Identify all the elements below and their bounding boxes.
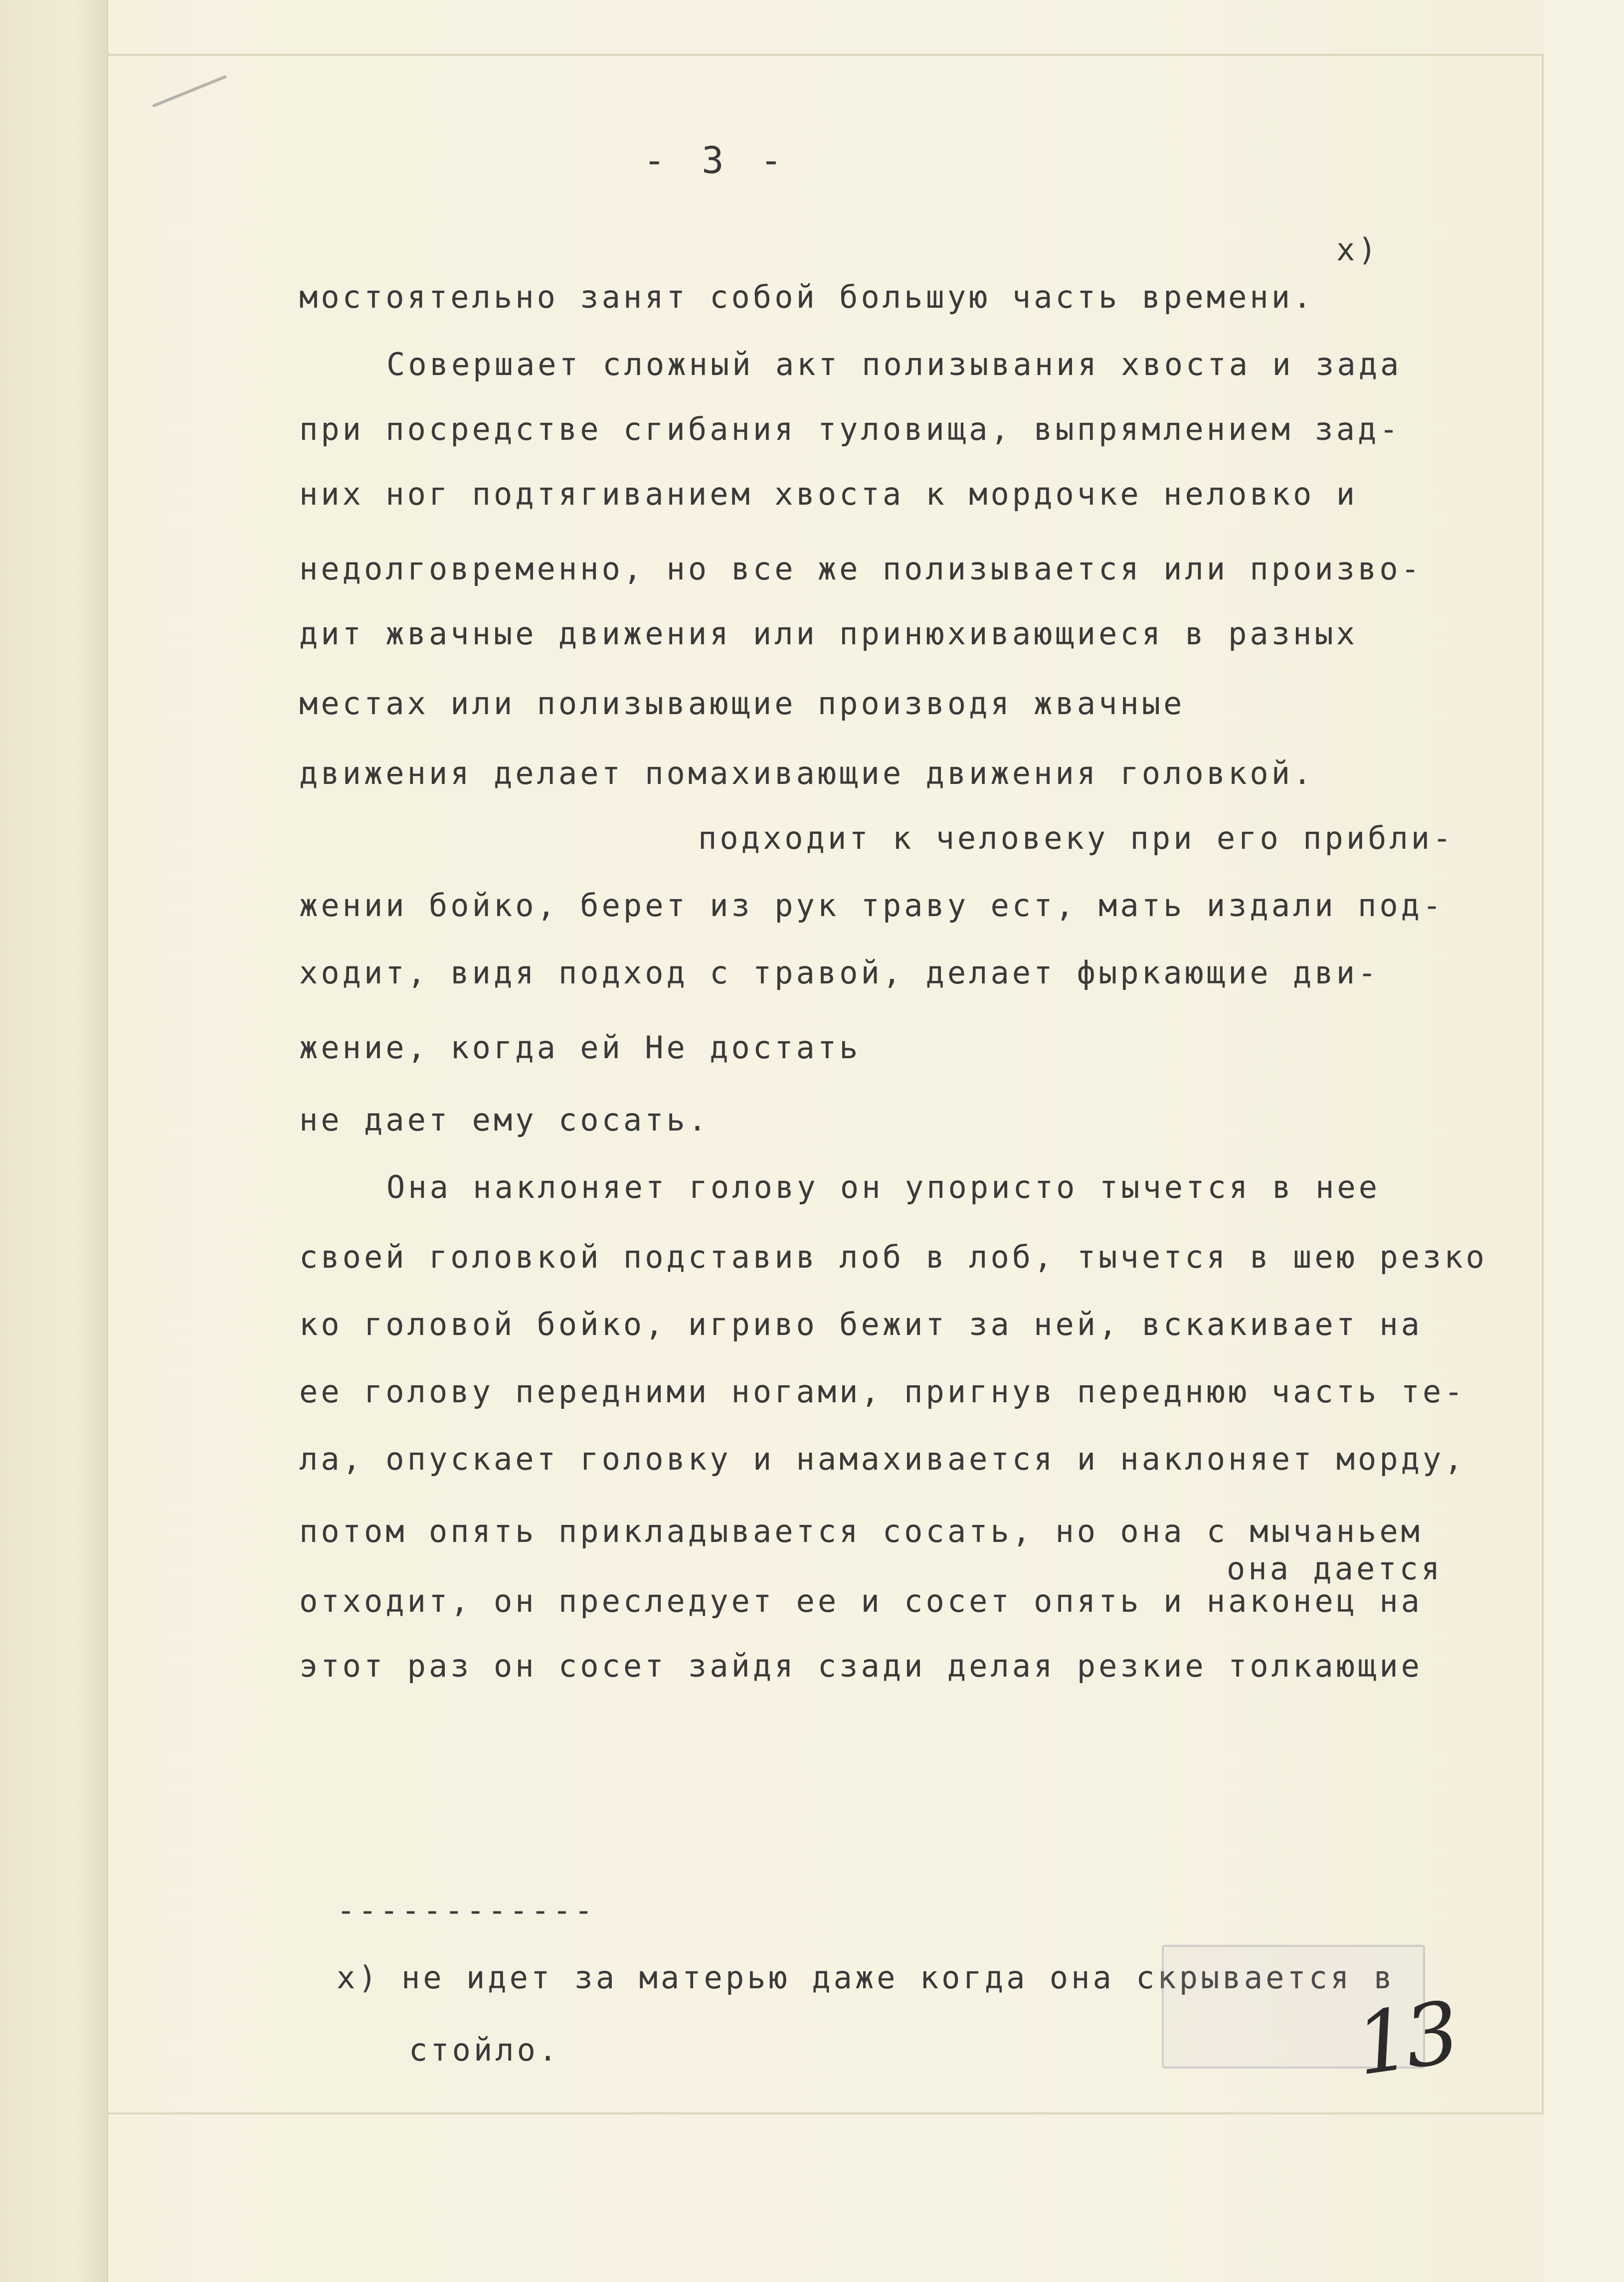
text-line: мостоятельно занят собой большую часть времени. — [299, 279, 1315, 315]
text-line: этот раз он сосет зайдя сзади делая резкие толкающие — [299, 1648, 1423, 1684]
previous-page-fold — [0, 0, 108, 2282]
text-line: при посредстве сгибания туловища, выпрямлением зад- — [299, 411, 1401, 447]
sheet-edge-right — [1542, 54, 1544, 2113]
sheet-edge-bottom — [107, 2112, 1543, 2114]
text-line: Она наклоняет голову он упористо тычется в нее — [386, 1169, 1381, 1205]
text-line: жение, когда ей Не достать — [299, 1029, 861, 1066]
text-line: движения делает помахивающие движения головкой. — [299, 755, 1315, 791]
text-line: ходит, видя подход с травой, делает фыркающие дви- — [299, 954, 1380, 991]
text-line: Совершает сложный акт полизывания хвоста и зада — [386, 346, 1402, 382]
text-line: не дает ему сосать. — [299, 1102, 710, 1138]
text-line: потом опять прикладывается сосать, но она с мычаньем — [299, 1513, 1423, 1549]
footnote-mark: x) — [1336, 231, 1380, 268]
footnote-line: x) не идет за матерью даже когда она скрывается в — [337, 1959, 1396, 1996]
text-line: недолговременно, но все же полизывается или произво- — [299, 551, 1423, 587]
text-line: дит жвачные движения или принюхивающиеся в разных — [299, 615, 1358, 652]
background-strip — [1544, 0, 1624, 2282]
text-line: жении бойко, берет из рук траву ест, мать издали под- — [299, 887, 1444, 924]
footnote-line: стойло. — [409, 2032, 560, 2068]
text-line: подходит к человеку при его прибли- — [698, 820, 1454, 856]
text-line-insert: она дается — [1227, 1550, 1443, 1587]
archive-sheet-number: 13 — [1350, 1983, 1461, 2095]
text-line: своей головкой подставив лоб в лоб, тычется в шею резко — [299, 1239, 1487, 1275]
footnote-rule: ------------ — [337, 1892, 596, 1928]
text-line: них ног подтягиванием хвоста к мордочке неловко и — [299, 476, 1358, 512]
page-number: - 3 - — [643, 139, 789, 182]
sheet-edge-top — [107, 54, 1543, 56]
text-line: отходит, он преследует ее и сосет опять и наконец на — [299, 1583, 1423, 1619]
text-line: ла, опускает головку и намахивается и наклоняет морду, — [299, 1441, 1466, 1477]
text-line: ко головой бойко, игриво бежит за ней, вскакивает на — [299, 1306, 1423, 1342]
text-line: местах или полизывающие производя жвачные — [299, 685, 1185, 722]
text-line: ее голову передними ногами, пригнув переднюю часть те- — [299, 1373, 1466, 1410]
